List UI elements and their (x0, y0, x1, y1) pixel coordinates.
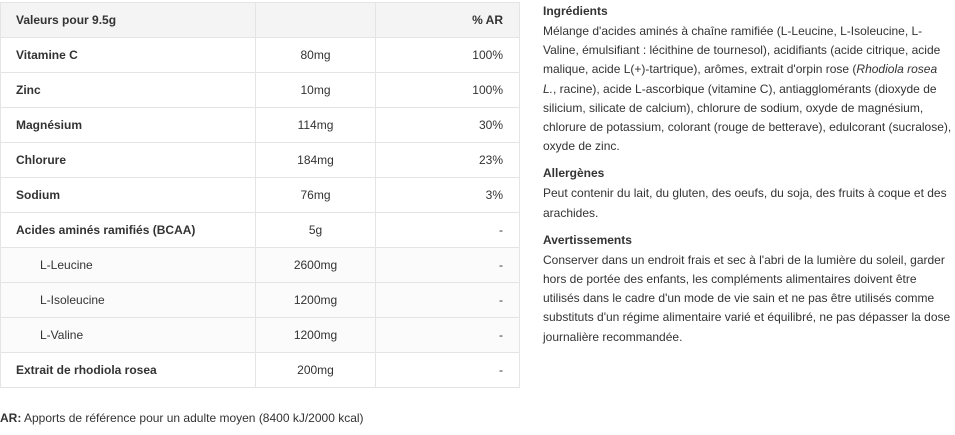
nutrition-table (0, 2, 520, 388)
row-name: Acides aminés ramifiés (BCAA) (1, 213, 256, 248)
warnings-text: Conserver dans un endroit frais et sec à l'abri de la lumière du soleil, garder hors de portée des enfants, les compléments alimentaires doivent être utilisés dans le cadre d'un mode de vie sain et ne pas être utilisés comme substituts d'un régime alimentaire varié et équilibré, ne pas dépasser la dose journalière recommandée. (543, 252, 951, 344)
row-name: L-Valine (1, 318, 256, 353)
allergens-text: Peut contenir du lait, du gluten, des oeufs, du soja, des fruits à coque et des arachides. (543, 186, 947, 220)
table-header-row (1, 3, 520, 38)
ingredients-section (543, 3, 953, 156)
row-qty: 10mg (256, 73, 376, 108)
row-qty: 1200mg (256, 283, 376, 318)
row-ar: 100% (376, 38, 520, 73)
row-name: Sodium (1, 178, 256, 213)
row-name: Magnésium (1, 108, 256, 143)
row-qty: 2600mg (256, 248, 376, 283)
warnings-section (543, 232, 953, 347)
table-row (1, 353, 520, 388)
footnote (0, 411, 364, 425)
row-ar: 3% (376, 178, 520, 213)
table-row (1, 108, 520, 143)
row-qty: 1200mg (256, 318, 376, 353)
row-ar: - (376, 248, 520, 283)
row-ar: 100% (376, 73, 520, 108)
table-row (1, 73, 520, 108)
table-row (1, 178, 520, 213)
ingredients-text-after: , racine), acide L-ascorbique (vitamine C), antiagglomérants (dioxyde de silicium, silicate de calcium), chlorure de sodium, oxyde de magnésium, chlorure de potassium, colorant (rouge de betterave), edulcorant (sucralose), oxyde de zinc. (543, 81, 952, 154)
allergens-section (543, 165, 953, 222)
table-row (1, 213, 520, 248)
nutrition-table-container (0, 2, 519, 388)
row-ar: 30% (376, 108, 520, 143)
row-name: Extrait de rhodiola rosea (1, 353, 256, 388)
row-ar: - (376, 283, 520, 318)
warnings-title: Avertissements (543, 232, 632, 247)
header-qty (256, 3, 376, 38)
table-row (1, 143, 520, 178)
row-qty: 184mg (256, 143, 376, 178)
ingredients-text-italic: Rhodiola rosea L. (543, 62, 938, 96)
product-info (543, 3, 953, 356)
allergens-title: Allergènes (543, 166, 605, 181)
row-ar: 23% (376, 143, 520, 178)
row-name: L-Leucine (1, 248, 256, 283)
row-qty: 114mg (256, 108, 376, 143)
row-ar: - (376, 353, 520, 388)
table-subrow (1, 248, 520, 283)
ingredients-text (543, 22, 953, 156)
row-qty: 200mg (256, 353, 376, 388)
footnote-label: AR: (0, 411, 22, 425)
header-ar: % AR (376, 3, 520, 38)
footnote-text: Apports de référence pour un adulte moyen (8400 kJ/2000 kcal) (21, 411, 364, 425)
ingredients-title: Ingrédients (543, 4, 608, 18)
header-name: Valeurs pour 9.5g (1, 3, 256, 38)
row-name: Zinc (1, 73, 256, 108)
row-name: Chlorure (1, 143, 256, 178)
row-qty: 80mg (256, 38, 376, 73)
row-qty: 5g (256, 213, 376, 248)
row-qty: 76mg (256, 178, 376, 213)
row-name: L-Isoleucine (1, 283, 256, 318)
table-subrow (1, 283, 520, 318)
table-body (1, 38, 520, 388)
row-ar: - (376, 213, 520, 248)
ingredients-text-before: Mélange d'acides aminés à chaîne ramifiée (L-Leucine, L-Isoleucine, L-Valine, émulsifiant : lécithine de tournesol), acidifiants (acide citrique, acide malique, acide L(+)-tartrique), arômes, extrait d'orpin rose ( (543, 24, 941, 77)
row-name: Vitamine C (1, 38, 256, 73)
table-row (1, 38, 520, 73)
row-ar: - (376, 318, 520, 353)
table-subrow (1, 318, 520, 353)
